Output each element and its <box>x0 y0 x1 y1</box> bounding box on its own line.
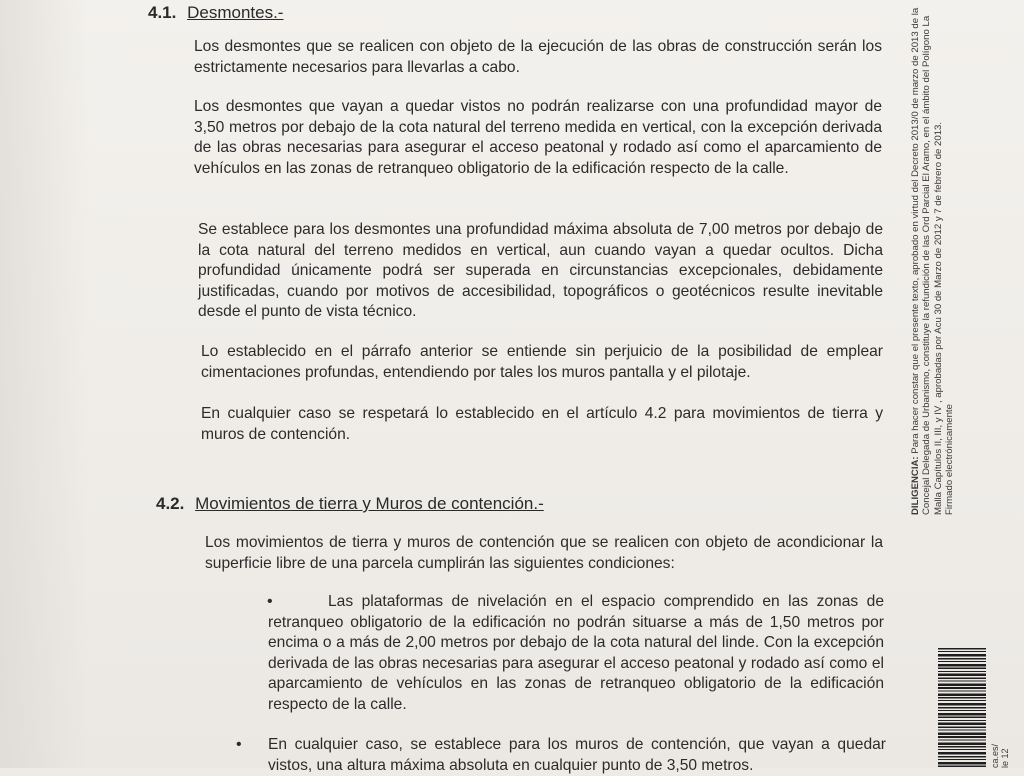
diligencia-margin-note <box>910 0 955 515</box>
bullet-item-1: Las plataformas de nivelación en el espacio comprendido en las zonas de retranqueo obligatorio de la edificación no podrán situarse a más de 1,50 metros por encima o a más de 2,00 metros por debajo de la cota natural del linde. Con la excepción derivada de las obras necesarias para asegurar el acceso peatonal y rodado así como el aparcamiento de vehículos en las zonas de retranqueo obligatorio de la edificación respecto de la calle. <box>268 593 884 713</box>
section-4-1-number: 4.1. <box>148 3 177 22</box>
bullet-marker-1: • <box>267 593 273 610</box>
section-4-1-paragraph-5: En cualquier caso se respetará lo establecido en el artículo 4.2 para movimientos de tierra y muros de contención. <box>201 405 883 443</box>
section-4-1-heading <box>148 3 283 23</box>
diligencia-text: Para hacer constar que el presente texto, aprobado en virtud del Decreto 2013/0 de marzo de 2013 de la Concejal Delegada de Urbanismo, constituye la refundición de las Ord Parcial El Aramo, en el ámbito del Polígono La Malla Capítulos II, III, y IV , aprobadas por Acu 30 de Marzo de 2012 y 7 de febrero de 2013. <box>910 7 944 515</box>
section-4-2-intro: Los movimientos de tierra y muros de contención que se realicen con objeto de acondicionar la superficie libre de una parcela cumplirán las siguientes condiciones: <box>205 534 883 572</box>
barcode-text <box>990 744 1010 768</box>
barcode-graphic <box>938 648 986 768</box>
bullet-item-2: En cualquier caso, se establece para los muros de contención, que vayan a quedar vistos, una altura máxima absoluta en cualquier punto de 3,50 metros. <box>268 736 886 774</box>
bullet-marker-2: • <box>236 736 242 753</box>
section-4-1-title: Desmontes.- <box>187 3 284 22</box>
section-4-2-heading <box>156 494 544 514</box>
barcode-text-line-2: le 12 <box>1000 748 1010 768</box>
section-4-1-paragraph-4: Lo establecido en el párrafo anterior se entiende sin perjuicio de la posibilidad de emplear cimentaciones profundas, entendiendo por tales los muros pantalla y el pilotaje. <box>201 343 883 381</box>
diligencia-label: DILIGENCIA: <box>910 456 921 515</box>
section-4-1-paragraph-1: Los desmontes que se realicen con objeto de la ejecución de las obras de construcción serán los estrictamente necesarios para llevarlas a cabo. <box>194 38 882 76</box>
section-4-2-number: 4.2. <box>156 494 185 513</box>
section-4-1-paragraph-3: Se establece para los desmontes una profundidad máxima absoluta de 7,00 metros por debajo de la cota natural del terreno medidos en vertical, aun cuando vayan a quedar ocultos. Dicha profundidad únicamente podrá ser superada en circunstancias excepcionales, debidamente justificadas, cuando por motivos de accesibilidad, topográficos o geotécnicos resulte inevitable desde el punto de vista técnico. <box>198 221 883 320</box>
signed-text: Firmado electrónicamente <box>943 404 955 515</box>
barcode-text-line-1: ca.es/ <box>990 743 1000 768</box>
section-4-1-paragraph-2: Los desmontes que vayan a quedar vistos no podrán realizarse con una profundidad mayor de 3,50 metros por debajo de la cota natural del terreno medida en vertical, con la excepción derivada de las obras necesarias para asegurar el acceso peatonal y rodado así como el aparcamiento de vehículos en las zonas de retranqueo obligatorio de la edificación respecto de la calle. <box>194 98 882 177</box>
section-4-2-title: Movimientos de tierra y Muros de contención.- <box>195 494 544 513</box>
